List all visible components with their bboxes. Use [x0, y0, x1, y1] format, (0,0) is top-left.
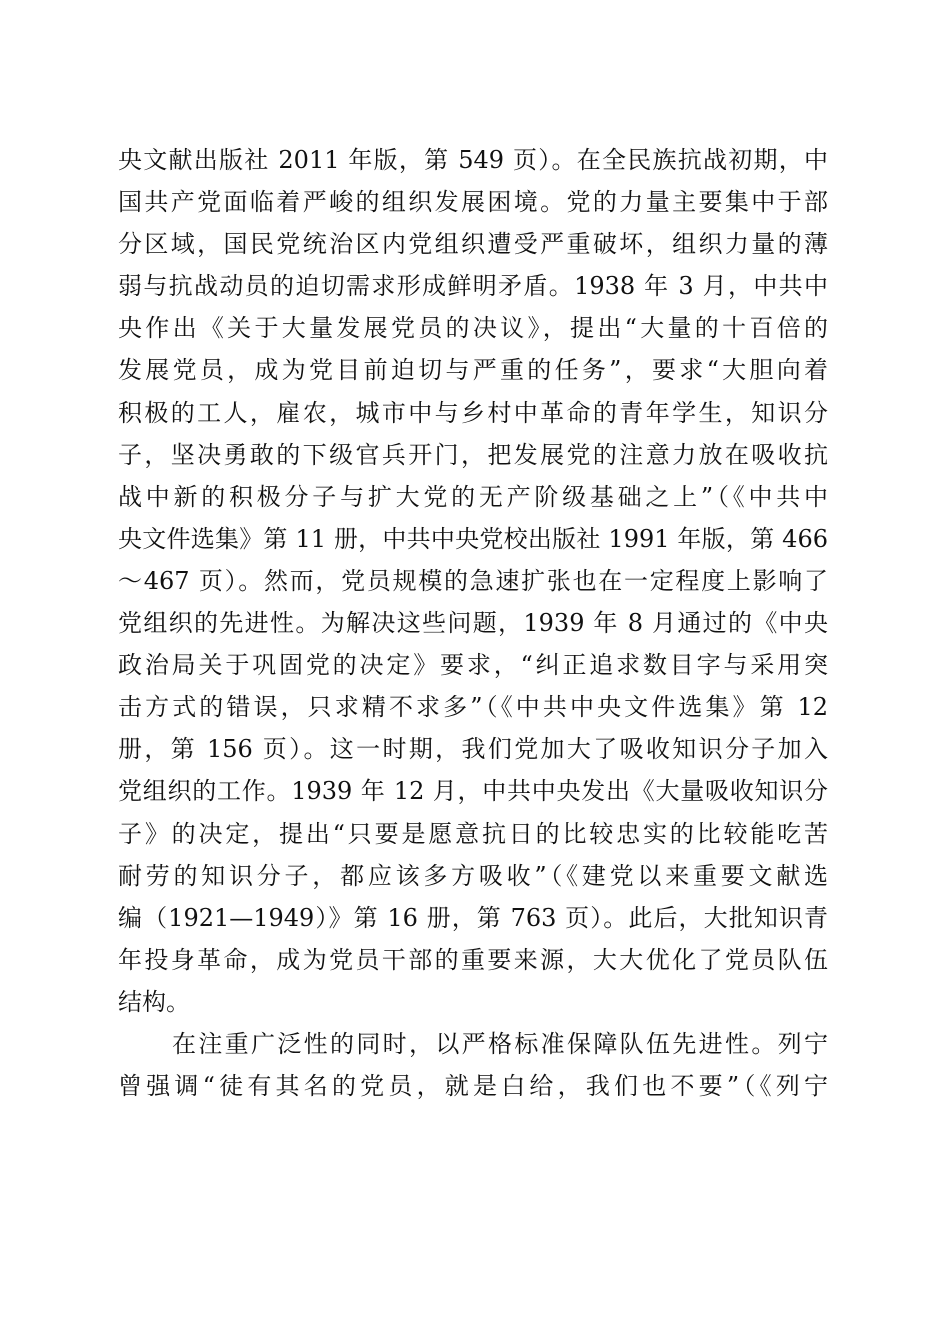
text-line: 国共产党面临着严峻的组织发展困境。党的力量主要集中于部 — [118, 188, 828, 217]
text-line: 党组织的工作。1939 年 12 月，中共中央发出《大量吸收知识分 — [118, 777, 828, 806]
text-line: 耐劳的知识分子，都应该多方吸收”（《建党以来重要文献选 — [118, 861, 828, 890]
text-line: 子，坚决勇敢的下级官兵开门，把发展党的注意力放在吸收抗 — [118, 440, 828, 469]
text-line: 结构。 — [118, 987, 190, 1016]
text-line: 分区域，国民党统治区内党组织遭受严重破坏，组织力量的薄 — [118, 230, 828, 259]
text-line: 年投身革命，成为党员干部的重要来源，大大优化了党员队伍 — [118, 945, 828, 974]
text-line: 弱与抗战动员的迫切需求形成鲜明矛盾。1938 年 3 月，中共中 — [118, 272, 828, 301]
text-line: 政治局关于巩固党的决定》要求，“纠正追求数目字与采用突 — [118, 651, 828, 680]
text-line: 央文件选集》第 11 册，中共中央党校出版社 1991 年版，第 466 — [118, 524, 828, 553]
text-line: 曾强调“徒有其名的党员，就是白给，我们也不要”（《列宁 — [118, 1072, 828, 1101]
text-line: 在注重广泛性的同时，以严格标准保障队伍先进性。列宁 — [172, 1029, 828, 1058]
text-line: 发展党员，成为党目前迫切与严重的任务”，要求“大胆向着 — [118, 356, 828, 385]
text-line: 央文献出版社 2011 年版，第 549 页）。在全民族抗战初期，中 — [118, 146, 828, 174]
text-line: ～467 页）。然而，党员规模的急速扩张也在一定程度上影响了 — [118, 566, 828, 595]
text-line: 子》的决定，提出“只要是愿意抗日的比较忠实的比较能吃苦 — [118, 819, 828, 848]
text-line: 央作出《关于大量发展党员的决议》，提出“大量的十百倍的 — [118, 314, 828, 343]
text-line: 册，第 156 页）。这一时期，我们党加大了吸收知识分子加入 — [118, 735, 828, 764]
text-line: 击方式的错误，只求精不求多”（《中共中央文件选集》第 12 — [118, 693, 828, 722]
text-line: 积极的工人，雇农，城市中与乡村中革命的青年学生，知识分 — [118, 398, 828, 427]
text-line: 党组织的先进性。为解决这些问题，1939 年 8 月通过的《中央 — [118, 609, 828, 638]
text-line: 编（1921—1949）》第 16 册，第 763 页）。此后，大批知识青 — [118, 903, 828, 932]
body-text — [118, 139, 828, 1107]
text-line: 战中新的积极分子与扩大党的无产阶级基础之上”（《中共中 — [118, 482, 828, 511]
